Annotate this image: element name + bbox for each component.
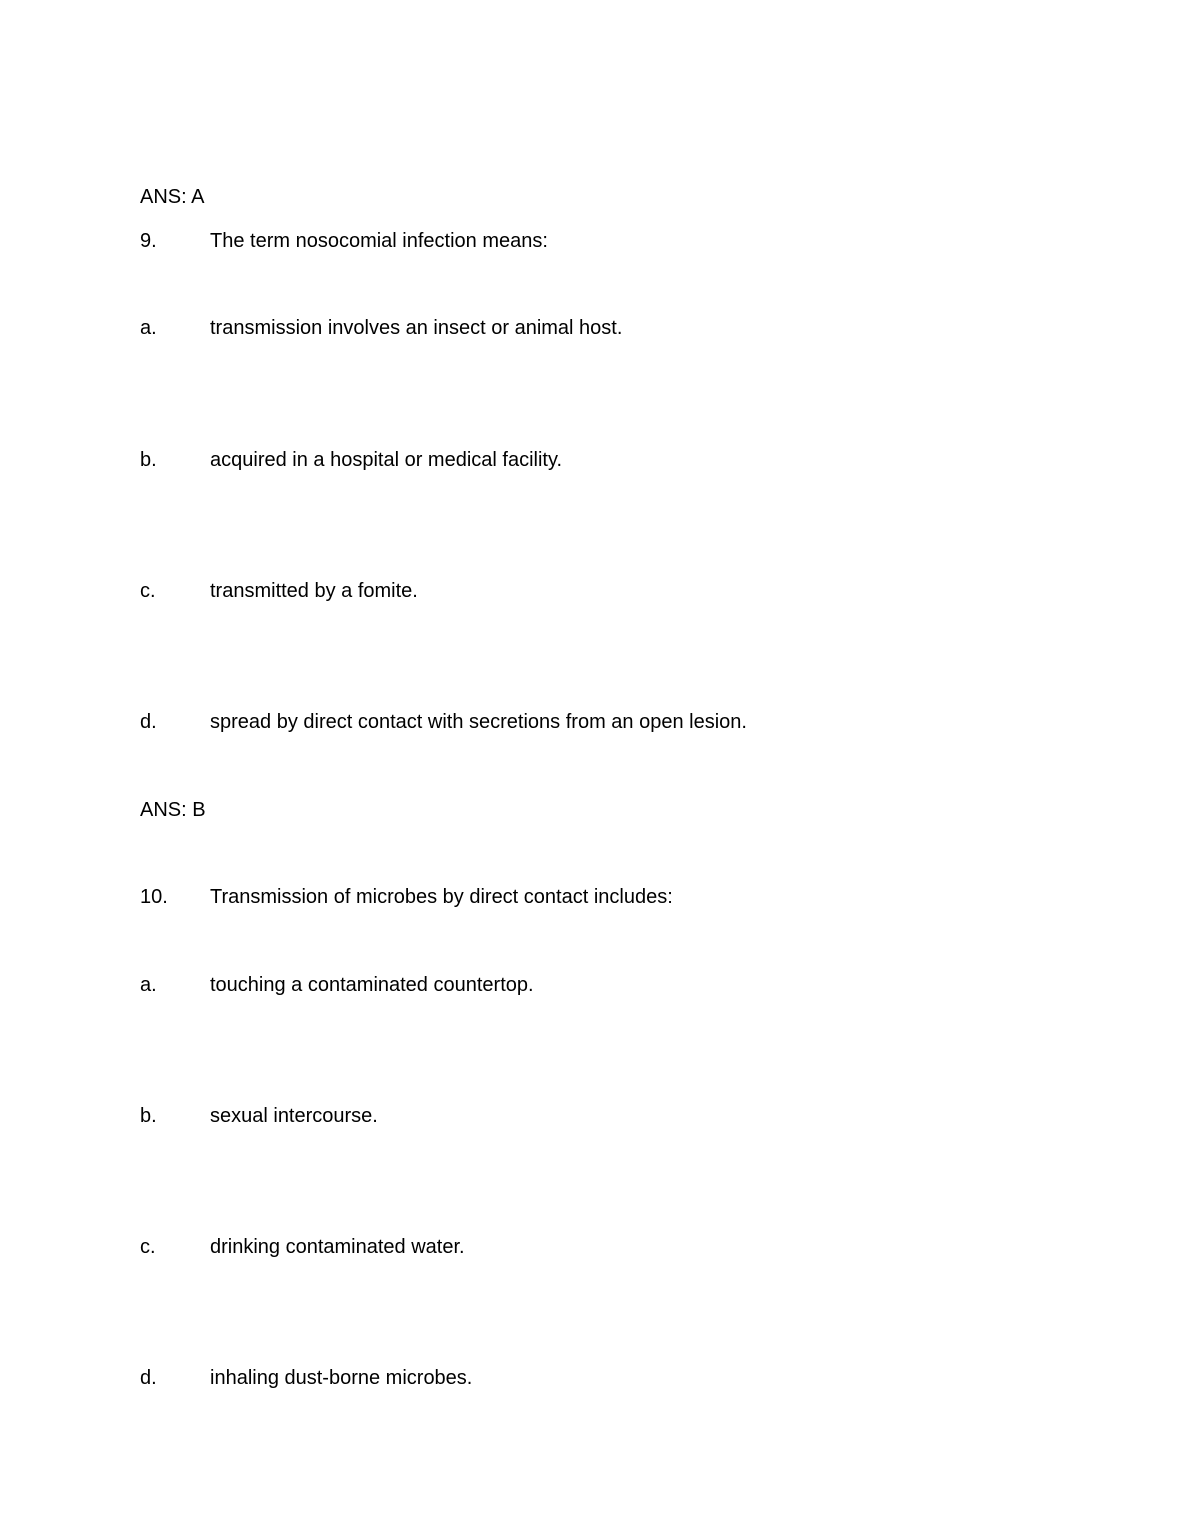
- option-text: transmitted by a fomite.: [210, 580, 418, 602]
- option-letter: d.: [140, 1367, 157, 1389]
- option-text: transmission involves an insect or animal host.: [210, 317, 623, 339]
- option-letter: d.: [140, 711, 157, 733]
- option-text: spread by direct contact with secretions from an open lesion.: [210, 711, 747, 733]
- q9-option-b: [140, 446, 562, 474]
- option-letter: a.: [140, 317, 157, 339]
- q9-option-d: [140, 708, 747, 736]
- q10-option-b: [140, 1102, 378, 1130]
- option-letter: c.: [140, 1236, 156, 1258]
- question-9: [140, 227, 548, 255]
- q9-option-a: [140, 314, 622, 342]
- q9-option-c: [140, 577, 418, 605]
- option-text: drinking contaminated water.: [210, 1236, 465, 1258]
- q10-option-d: [140, 1364, 472, 1392]
- option-text: acquired in a hospital or medical facility.: [210, 449, 563, 471]
- option-letter: c.: [140, 580, 156, 602]
- answer-text: ANS: A: [140, 186, 205, 208]
- option-text: sexual intercourse.: [210, 1105, 378, 1127]
- q9-answer: [140, 796, 206, 824]
- q10-option-c: [140, 1233, 465, 1261]
- question-10: [140, 883, 673, 911]
- question-stem: The term nosocomial infection means:: [210, 230, 548, 252]
- option-letter: b.: [140, 449, 157, 471]
- answer-text: ANS: B: [140, 799, 206, 821]
- question-number: 10.: [140, 886, 168, 908]
- question-number: 9.: [140, 230, 157, 252]
- option-text: touching a contaminated countertop.: [210, 974, 534, 996]
- q10-option-a: [140, 971, 534, 999]
- option-letter: a.: [140, 974, 157, 996]
- option-letter: b.: [140, 1105, 157, 1127]
- question-stem: Transmission of microbes by direct contact includes:: [210, 886, 673, 908]
- answer-line: [140, 183, 204, 211]
- option-text: inhaling dust-borne microbes.: [210, 1367, 473, 1389]
